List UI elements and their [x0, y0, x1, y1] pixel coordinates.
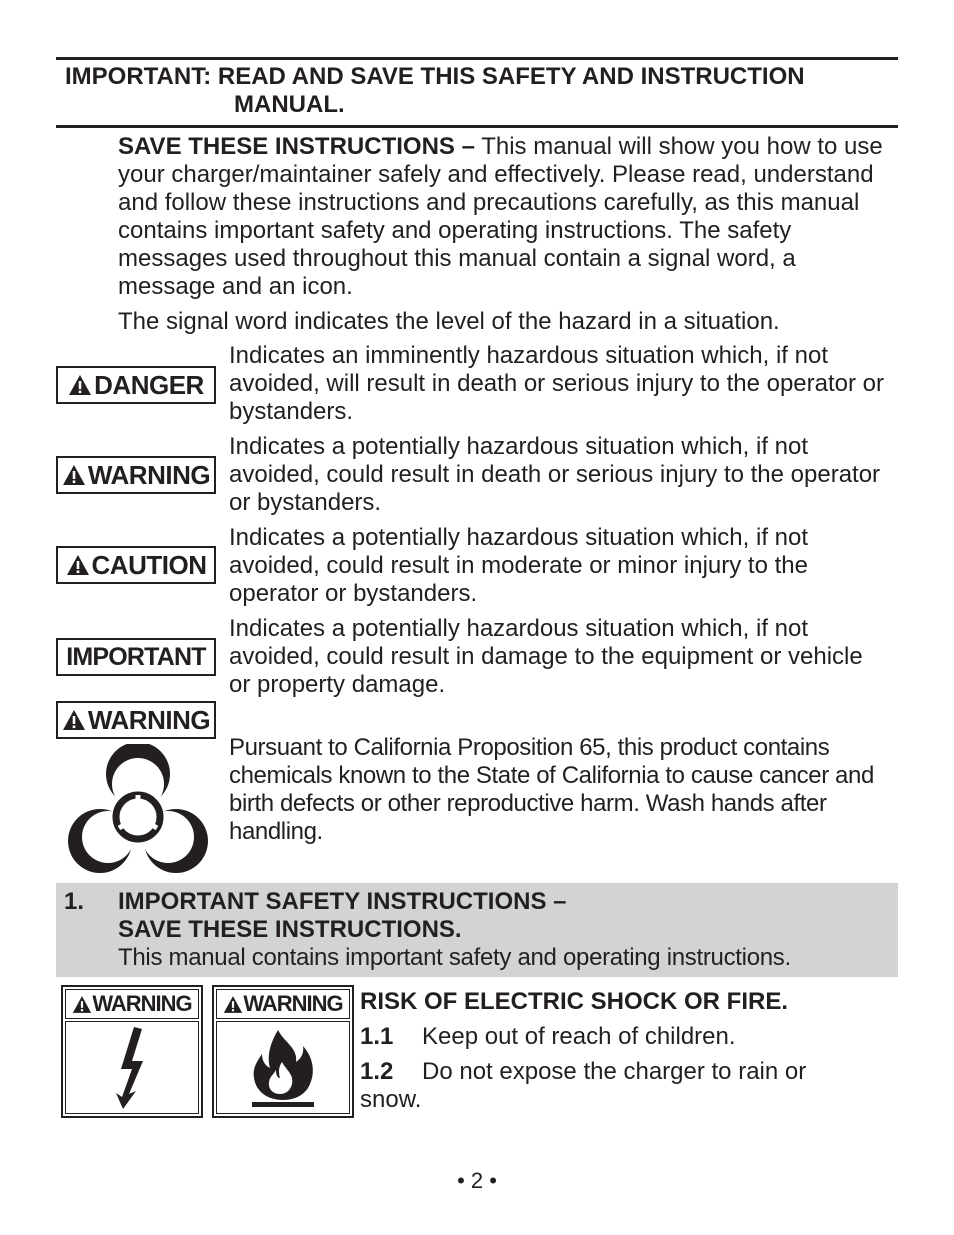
alert-triangle-icon: [62, 709, 86, 731]
warning-label-text: WARNING: [87, 459, 211, 490]
electric-shock-icon: [107, 1025, 157, 1111]
section-number: 1.: [64, 888, 85, 915]
important-label-text: IMPORTANT: [66, 642, 206, 671]
alert-triangle-icon: [68, 374, 92, 396]
section-title: [118, 888, 566, 944]
caution-label-text: CAUTION: [91, 549, 207, 580]
danger-definition: Indicates an imminently hazardous situation which, if not avoided, will result in death or serious injury to the operator or bystanders.: [229, 342, 885, 425]
instruction-text: Do not expose the charger to rain or snow.: [360, 1058, 807, 1113]
prop65-text: Pursuant to California Proposition 65, this product contains chemicals known to the State of California to cause cancer and birth defects or other reproductive harm. Wash hands after handling.: [229, 734, 874, 845]
section-1-header: [56, 883, 898, 977]
instruction-text: Keep out of reach of children.: [422, 1023, 736, 1050]
important-label: [56, 638, 216, 676]
shock-warning-label-text: WARNING: [92, 991, 192, 1016]
shock-warning-label: [65, 989, 199, 1019]
page-number: • 2 •: [457, 1168, 497, 1193]
prop65-warning-label: [56, 701, 216, 739]
header-line-1: IMPORTANT: READ AND SAVE THIS SAFETY AND INSTRUCTION: [65, 63, 805, 90]
shock-warning-box: [61, 985, 203, 1118]
alert-triangle-icon: [62, 464, 86, 486]
danger-label: [56, 366, 216, 404]
risk-heading: RISK OF ELECTRIC SHOCK OR FIRE.: [360, 988, 789, 1015]
instruction-1-2: [360, 1058, 830, 1114]
danger-label-text: DANGER: [94, 369, 204, 400]
intro-lead: SAVE THESE INSTRUCTIONS –: [118, 133, 475, 160]
intro-body: This manual will show you how to use your charger/maintainer safely and effectively. Please read, understand and follow these instructions and precautions carefully, as this manual contains important safety and operating instructions. The safety messages used throughout this manual contain a signal word, a message and an icon.: [118, 133, 883, 300]
section-title-line-1: IMPORTANT SAFETY INSTRUCTIONS –: [118, 888, 567, 915]
warning-label: [56, 456, 216, 494]
alert-triangle-icon: [223, 995, 243, 1014]
instruction-1-1: [360, 1023, 830, 1051]
fire-pictogram: [216, 1021, 350, 1114]
signal-word-sentence: The signal word indicates the level of the hazard in a situation.: [118, 308, 780, 335]
instruction-number: 1.1: [360, 1023, 394, 1050]
intro-paragraph: [118, 133, 898, 301]
instruction-number: 1.2: [360, 1058, 394, 1085]
page-header: [65, 63, 805, 119]
prop65-warning-label-text: WARNING: [87, 704, 211, 735]
header-line-2: MANUAL.: [234, 91, 345, 118]
caution-label: [56, 546, 216, 584]
alert-triangle-icon: [66, 554, 90, 576]
warning-definition: Indicates a potentially hazardous situation which, if not avoided, could result in death or serious injury to the operator or bystanders.: [229, 433, 881, 516]
alert-triangle-icon: [72, 995, 92, 1014]
fire-warning-box: [212, 985, 354, 1118]
biohazard-icon: [66, 744, 210, 874]
fire-icon: [248, 1028, 318, 1108]
caution-definition: Indicates a potentially hazardous situation which, if not avoided, could result in moderate or minor injury to the operator or bystanders.: [229, 524, 809, 607]
fire-warning-label: [216, 989, 350, 1019]
header-bottom-rule: [56, 125, 898, 128]
important-definition: Indicates a potentially hazardous situation which, if not avoided, could result in damage to the equipment or vehicle or property damage.: [229, 615, 863, 698]
electric-shock-pictogram: [65, 1021, 199, 1114]
top-rule: [56, 57, 898, 60]
section-subtitle: This manual contains important safety and operating instructions.: [118, 944, 791, 971]
fire-warning-label-text: WARNING: [243, 991, 343, 1016]
section-title-line-2: SAVE THESE INSTRUCTIONS.: [118, 916, 462, 943]
